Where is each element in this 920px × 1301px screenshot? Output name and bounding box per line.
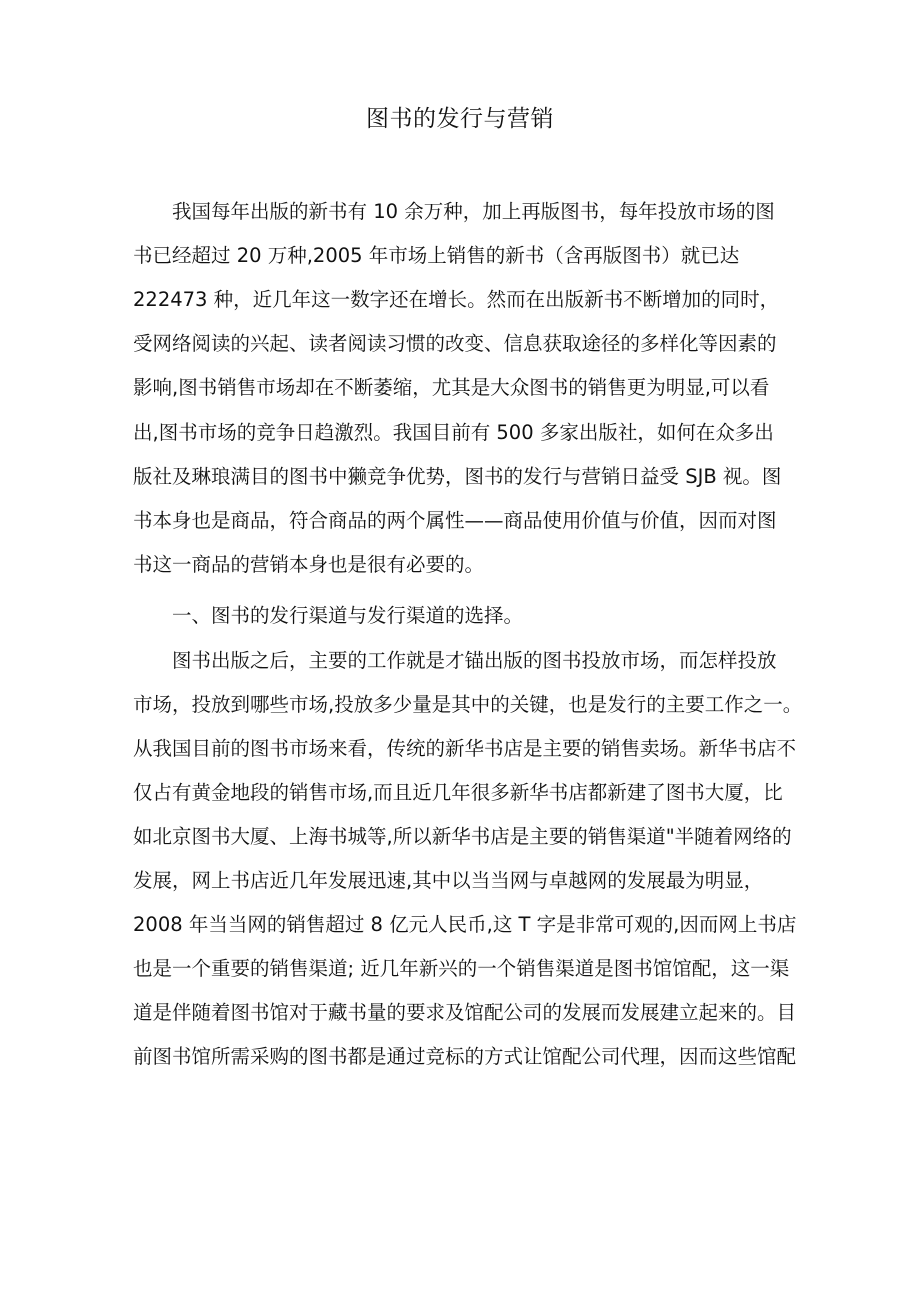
body-line: 书本身也是商品，符合商品的两个属性——商品使用价值与价值，因而对图 <box>133 509 777 532</box>
body-line: 2008 年当当网的销售超过 8 亿元人民币,这 T 字是非常可观的,因而网上书店 <box>133 913 797 936</box>
body-line: 也是一个重要的销售渠道; 近几年新兴的一个销售渠道是图书馆馆配，这一渠 <box>133 957 790 980</box>
body-line: 从我国目前的图书市场来看，传统的新华书店是主要的销售卖场。新华书店不 <box>133 737 797 760</box>
body-line: 市场，投放到哪些市场,投放多少量是其中的关键，也是发行的主要工作之一。 <box>133 693 803 716</box>
body-line: 书已经超过 20 万种,2005 年市场上销售的新书（含再版图书）就已达 <box>133 244 740 267</box>
section-heading: 一、图书的发行渠道与发行渠道的选择。 <box>133 604 524 627</box>
body-line: 图书出版之后，主要的工作就是才锚出版的图书投放市场，而怎样投放 <box>133 649 777 672</box>
body-line: 受网络阅读的兴起、读者阅读习惯的改变、信息获取途径的多样化等因素的 <box>133 332 777 355</box>
body-line: 仅占有黄金地段的销售市场,而且近几年很多新华书店都新建了图书大厦，比 <box>133 781 783 804</box>
body-line: 我国每年出版的新书有 10 余万种，加上再版图书，每年投放市场的图 <box>133 200 775 223</box>
body-line: 影响,图书销售市场却在不断萎缩，尤其是大众图书的销售更为明显,可以看 <box>133 376 770 399</box>
body-line: 书这一商品的营销本身也是很有必要的。 <box>133 553 485 576</box>
body-line: 发展，网上书店近几年发展迅速,其中以当当网与卓越网的发展最为明显， <box>133 869 764 892</box>
body-line: 222473 种，近几年这一数字还在增长。然而在出版新书不断增加的同时， <box>133 288 780 311</box>
body-line: 前图书馆所需采购的图书都是通过竞标的方式让馆配公司代理，因而这些馆配 <box>133 1045 797 1068</box>
document-title: 图书的发行与营销 <box>366 106 554 132</box>
body-line: 出,图书市场的竞争日趋激烈。我国目前有 500 多家出版社，如何在众多出 <box>133 421 774 444</box>
body-line: 道是伴随着图书馆对于藏书量的要求及馆配公司的发展而发展建立起来的。目 <box>133 1001 797 1024</box>
body-line: 如北京图书大厦、上海书城等,所以新华书店是主要的销售渠道"半随着网络的 <box>133 825 792 848</box>
body-line: 版社及琳琅满目的图书中獭竞争优势，图书的发行与营销日益受 SJB 视。图 <box>133 465 782 488</box>
